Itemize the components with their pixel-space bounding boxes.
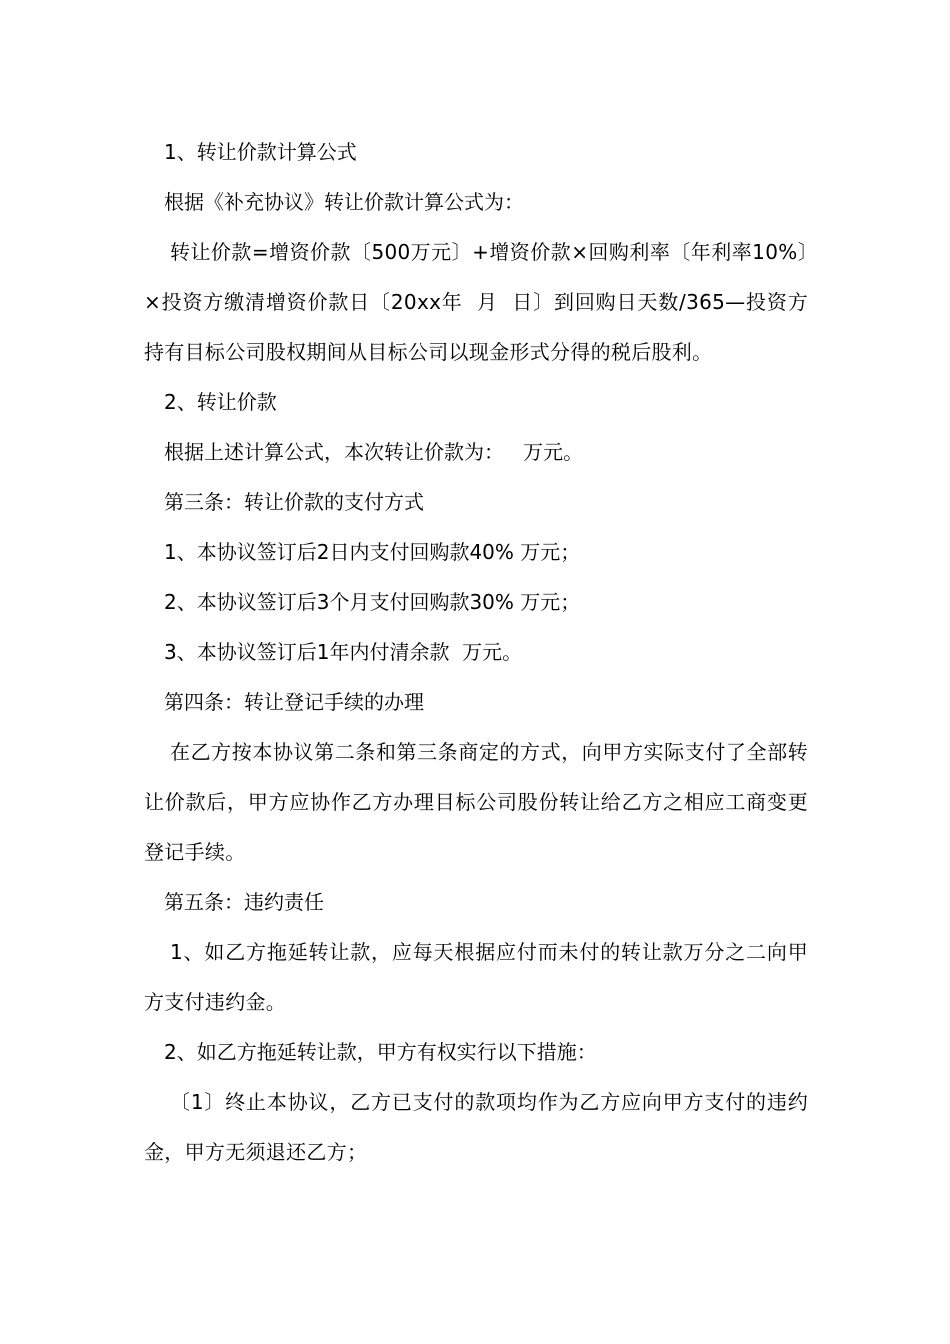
article-3-heading: 第三条：转让价款的支付方式 xyxy=(164,490,424,514)
document-body xyxy=(144,127,808,1177)
paragraph-registration: 在乙方按本协议第二条和第三条商定的方式，向甲方实际支付了全部转让价款后，甲方应协作乙方办理目标公司股份转让给乙方之相应工商变更登记手续。 xyxy=(144,740,808,864)
paragraph-formula-intro: 根据《补充协议》转让价款计算公式为： xyxy=(164,190,524,214)
section-heading-transfer-price: 2、转让价款 xyxy=(164,390,277,414)
list-item-breach-1: 1、如乙方拖延转让款，应每天根据应付而未付的转让款万分之二向甲方支付违约金。 xyxy=(144,940,808,1014)
article-5-heading: 第五条：违约责任 xyxy=(164,890,324,914)
list-item-payment-1: 1、本协议签订后2日内支付回购款40% 万元； xyxy=(164,540,581,564)
section-heading-price-formula: 1、转让价款计算公式 xyxy=(164,140,357,164)
list-item-payment-3: 3、本协议签订后1年内付清余款 万元。 xyxy=(164,640,523,664)
list-item-breach-2: 2、如乙方拖延转让款，甲方有权实行以下措施： xyxy=(164,1040,597,1064)
paragraph-transfer-price: 根据上述计算公式，本次转让价款为： 万元。 xyxy=(164,440,584,464)
paragraph-price-formula: 转让价款=增资价款〔500万元〕+增资价款×回购利率〔年利率10%〕×投资方缴清增资价款日〔20xx年 月 日〕到回购日天数/365—投资方持有目标公司股权期间从目标公司以现金形式分得的税后股利。 xyxy=(144,240,808,364)
list-item-payment-2: 2、本协议签订后3个月支付回购款30% 万元； xyxy=(164,590,581,614)
article-4-heading: 第四条：转让登记手续的办理 xyxy=(164,690,424,714)
list-item-breach-2-1: 〔1〕终止本协议，乙方已支付的款项均作为乙方应向甲方支付的违约金，甲方无须退还乙方； xyxy=(144,1090,808,1164)
